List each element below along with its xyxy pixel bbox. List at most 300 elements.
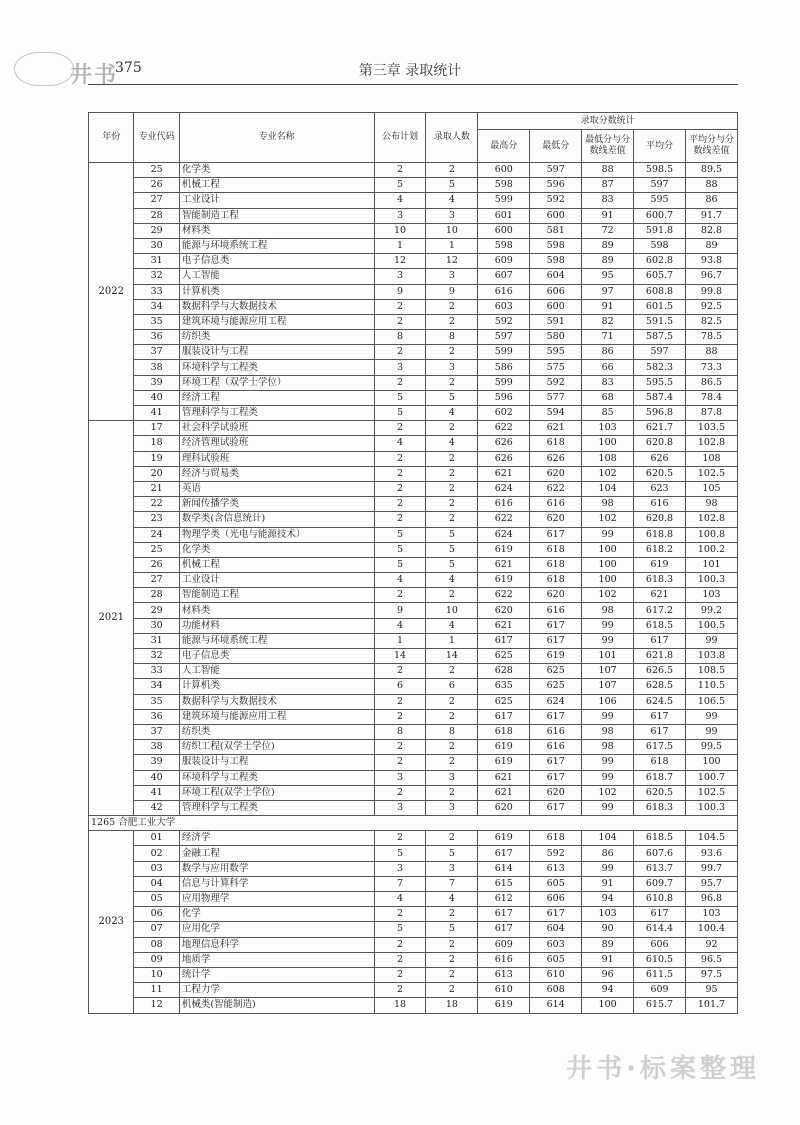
- min-cell: 618: [530, 831, 582, 846]
- avg-diff-cell: 88: [685, 178, 737, 193]
- avg-cell: 611.5: [634, 967, 686, 982]
- avg-diff-cell: 108: [685, 451, 737, 466]
- admitted-cell: 4: [426, 436, 478, 451]
- plan-cell: 2: [374, 694, 426, 709]
- avg-diff-cell: 102.8: [685, 512, 737, 527]
- code-cell: 32: [134, 649, 179, 664]
- avg-cell: 620.5: [634, 785, 686, 800]
- admitted-cell: 2: [426, 451, 478, 466]
- avg-cell: 621.7: [634, 421, 686, 436]
- admitted-cell: 5: [426, 846, 478, 861]
- min-cell: 580: [530, 330, 582, 345]
- avg-cell: 618.7: [634, 770, 686, 785]
- col-year: 年份: [89, 113, 134, 163]
- min-cell: 592: [530, 375, 582, 390]
- max-cell: 596: [478, 390, 530, 405]
- table-row: [89, 284, 738, 299]
- avg-diff-cell: 99.7: [685, 861, 737, 876]
- min-cell: 620: [530, 588, 582, 603]
- admitted-cell: 3: [426, 861, 478, 876]
- col-max: 最高分: [478, 130, 530, 163]
- avg-cell: 620.8: [634, 436, 686, 451]
- major-name-cell: 环境工程(双学士学位): [179, 785, 374, 800]
- min-diff-cell: 108: [582, 451, 634, 466]
- min-diff-cell: 95: [582, 269, 634, 284]
- max-cell: 592: [478, 314, 530, 329]
- min-diff-cell: 91: [582, 208, 634, 223]
- major-name-cell: 材料类: [179, 603, 374, 618]
- min-cell: 598: [530, 254, 582, 269]
- min-cell: 606: [530, 284, 582, 299]
- min-cell: 617: [530, 770, 582, 785]
- table-row: [89, 664, 738, 679]
- avg-cell: 613.7: [634, 861, 686, 876]
- code-cell: 29: [134, 223, 179, 238]
- col-avg-diff: 平均分与分数线差值: [685, 130, 737, 163]
- avg-diff-cell: 73.3: [685, 360, 737, 375]
- major-name-cell: 工业设计: [179, 573, 374, 588]
- min-cell: 620: [530, 512, 582, 527]
- university-row: [89, 816, 738, 831]
- major-name-cell: 机械工程: [179, 178, 374, 193]
- min-cell: 581: [530, 223, 582, 238]
- min-cell: 608: [530, 983, 582, 998]
- min-diff-cell: 86: [582, 345, 634, 360]
- table-row: [89, 603, 738, 618]
- major-name-cell: 数据科学与大数据技术: [179, 299, 374, 314]
- table-row: [89, 907, 738, 922]
- table-row: [89, 466, 738, 481]
- admitted-cell: 3: [426, 770, 478, 785]
- min-diff-cell: 104: [582, 481, 634, 496]
- avg-cell: 600.7: [634, 208, 686, 223]
- admitted-cell: 2: [426, 375, 478, 390]
- max-cell: 624: [478, 527, 530, 542]
- max-cell: 599: [478, 345, 530, 360]
- admitted-cell: 2: [426, 299, 478, 314]
- avg-diff-cell: 89: [685, 238, 737, 253]
- avg-cell: 602.8: [634, 254, 686, 269]
- code-cell: 23: [134, 512, 179, 527]
- avg-diff-cell: 108.5: [685, 664, 737, 679]
- code-cell: 34: [134, 299, 179, 314]
- admitted-cell: 2: [426, 481, 478, 496]
- plan-cell: 2: [374, 831, 426, 846]
- code-cell: 06: [134, 907, 179, 922]
- avg-diff-cell: 99.5: [685, 740, 737, 755]
- code-cell: 04: [134, 876, 179, 891]
- min-cell: 604: [530, 269, 582, 284]
- table-row: [89, 269, 738, 284]
- avg-cell: 617: [634, 907, 686, 922]
- admitted-cell: 4: [426, 573, 478, 588]
- admitted-cell: 18: [426, 998, 478, 1013]
- plan-cell: 2: [374, 481, 426, 496]
- code-cell: 03: [134, 861, 179, 876]
- max-cell: 613: [478, 967, 530, 982]
- major-name-cell: 材料类: [179, 223, 374, 238]
- code-cell: 25: [134, 163, 179, 178]
- max-cell: 610: [478, 983, 530, 998]
- table-row: [89, 892, 738, 907]
- admitted-cell: 2: [426, 345, 478, 360]
- avg-diff-cell: 106.5: [685, 694, 737, 709]
- table-row: [89, 299, 738, 314]
- col-min: 最低分: [530, 130, 582, 163]
- max-cell: 620: [478, 800, 530, 815]
- avg-cell: 595.5: [634, 375, 686, 390]
- min-cell: 622: [530, 481, 582, 496]
- max-cell: 617: [478, 633, 530, 648]
- major-name-cell: 计算机类: [179, 679, 374, 694]
- table-row: [89, 330, 738, 345]
- table-row: [89, 800, 738, 815]
- code-cell: 24: [134, 527, 179, 542]
- code-cell: 07: [134, 922, 179, 937]
- plan-cell: 7: [374, 876, 426, 891]
- major-name-cell: 人工智能: [179, 269, 374, 284]
- admitted-cell: 9: [426, 284, 478, 299]
- min-diff-cell: 100: [582, 573, 634, 588]
- major-name-cell: 数学与应用数学: [179, 861, 374, 876]
- avg-diff-cell: 100.4: [685, 922, 737, 937]
- major-name-cell: 电子信息类: [179, 649, 374, 664]
- plan-cell: 3: [374, 770, 426, 785]
- avg-cell: 609: [634, 983, 686, 998]
- table-row: [89, 345, 738, 360]
- min-cell: 591: [530, 314, 582, 329]
- plan-cell: 4: [374, 618, 426, 633]
- min-diff-cell: 94: [582, 983, 634, 998]
- avg-diff-cell: 88: [685, 345, 737, 360]
- max-cell: 614: [478, 861, 530, 876]
- min-cell: 621: [530, 421, 582, 436]
- max-cell: 599: [478, 193, 530, 208]
- admitted-cell: 8: [426, 724, 478, 739]
- publisher-logo-ring: [14, 52, 74, 86]
- min-cell: 614: [530, 998, 582, 1013]
- min-diff-cell: 98: [582, 740, 634, 755]
- avg-diff-cell: 82.8: [685, 223, 737, 238]
- min-diff-cell: 85: [582, 406, 634, 421]
- min-diff-cell: 99: [582, 800, 634, 815]
- admitted-cell: 3: [426, 269, 478, 284]
- plan-cell: 5: [374, 390, 426, 405]
- admitted-cell: 1: [426, 238, 478, 253]
- min-diff-cell: 99: [582, 755, 634, 770]
- avg-cell: 614.4: [634, 922, 686, 937]
- admitted-cell: 2: [426, 314, 478, 329]
- min-diff-cell: 104: [582, 831, 634, 846]
- table-row: [89, 406, 738, 421]
- min-diff-cell: 91: [582, 876, 634, 891]
- avg-cell: 598: [634, 238, 686, 253]
- min-diff-cell: 83: [582, 193, 634, 208]
- max-cell: 616: [478, 497, 530, 512]
- code-cell: 10: [134, 967, 179, 982]
- max-cell: 600: [478, 223, 530, 238]
- major-name-cell: 纺织类: [179, 724, 374, 739]
- avg-diff-cell: 96.8: [685, 892, 737, 907]
- min-cell: 600: [530, 299, 582, 314]
- admitted-cell: 1: [426, 633, 478, 648]
- avg-diff-cell: 101.7: [685, 998, 737, 1013]
- table-row: [89, 983, 738, 998]
- avg-diff-cell: 110.5: [685, 679, 737, 694]
- avg-diff-cell: 100.5: [685, 618, 737, 633]
- university-name: 合肥工业大学: [118, 817, 176, 829]
- major-name-cell: 理科试验班: [179, 451, 374, 466]
- code-cell: 30: [134, 238, 179, 253]
- chapter-title: 第三章 录取统计: [358, 63, 462, 79]
- avg-cell: 587.4: [634, 390, 686, 405]
- max-cell: 616: [478, 952, 530, 967]
- min-diff-cell: 101: [582, 649, 634, 664]
- plan-cell: 5: [374, 557, 426, 572]
- major-name-cell: 数学类(含信息统计): [179, 512, 374, 527]
- min-cell: 624: [530, 694, 582, 709]
- major-name-cell: 经济学: [179, 831, 374, 846]
- major-name-cell: 地质学: [179, 952, 374, 967]
- avg-cell: 617: [634, 633, 686, 648]
- max-cell: 619: [478, 755, 530, 770]
- table-row: [89, 952, 738, 967]
- max-cell: 612: [478, 892, 530, 907]
- major-name-cell: 工业设计: [179, 193, 374, 208]
- major-name-cell: 环境科学与工程类: [179, 770, 374, 785]
- min-cell: 625: [530, 679, 582, 694]
- max-cell: 602: [478, 406, 530, 421]
- avg-cell: 601.5: [634, 299, 686, 314]
- min-diff-cell: 106: [582, 694, 634, 709]
- avg-diff-cell: 86.5: [685, 375, 737, 390]
- avg-diff-cell: 98: [685, 497, 737, 512]
- table-row: [89, 588, 738, 603]
- table-row: [89, 861, 738, 876]
- code-cell: 40: [134, 390, 179, 405]
- table-row: [89, 390, 738, 405]
- code-cell: 28: [134, 588, 179, 603]
- avg-cell: 626: [634, 451, 686, 466]
- min-diff-cell: 99: [582, 709, 634, 724]
- avg-cell: 623: [634, 481, 686, 496]
- avg-cell: 587.5: [634, 330, 686, 345]
- min-diff-cell: 98: [582, 724, 634, 739]
- code-cell: 25: [134, 542, 179, 557]
- avg-diff-cell: 103.8: [685, 649, 737, 664]
- min-diff-cell: 89: [582, 937, 634, 952]
- admitted-cell: 5: [426, 390, 478, 405]
- avg-diff-cell: 97.5: [685, 967, 737, 982]
- code-cell: 05: [134, 892, 179, 907]
- plan-cell: 4: [374, 573, 426, 588]
- min-cell: 617: [530, 907, 582, 922]
- min-diff-cell: 99: [582, 633, 634, 648]
- min-cell: 577: [530, 390, 582, 405]
- major-name-cell: 工程力学: [179, 983, 374, 998]
- min-cell: 592: [530, 193, 582, 208]
- min-diff-cell: 100: [582, 998, 634, 1013]
- max-cell: 621: [478, 618, 530, 633]
- min-diff-cell: 99: [582, 861, 634, 876]
- avg-diff-cell: 100.7: [685, 770, 737, 785]
- plan-cell: 2: [374, 466, 426, 481]
- plan-cell: 5: [374, 846, 426, 861]
- max-cell: 617: [478, 907, 530, 922]
- max-cell: 603: [478, 299, 530, 314]
- min-cell: 620: [530, 785, 582, 800]
- code-cell: 01: [134, 831, 179, 846]
- avg-diff-cell: 95.7: [685, 876, 737, 891]
- max-cell: 599: [478, 375, 530, 390]
- max-cell: 609: [478, 937, 530, 952]
- admitted-cell: 2: [426, 937, 478, 952]
- code-cell: 27: [134, 573, 179, 588]
- min-cell: 617: [530, 709, 582, 724]
- avg-diff-cell: 91.7: [685, 208, 737, 223]
- max-cell: 616: [478, 284, 530, 299]
- admitted-cell: 5: [426, 527, 478, 542]
- avg-diff-cell: 92: [685, 937, 737, 952]
- code-cell: 09: [134, 952, 179, 967]
- min-diff-cell: 102: [582, 785, 634, 800]
- plan-cell: 3: [374, 800, 426, 815]
- admission-table: [88, 112, 738, 1014]
- table-row: [89, 314, 738, 329]
- min-cell: 604: [530, 922, 582, 937]
- admitted-cell: 10: [426, 603, 478, 618]
- avg-diff-cell: 99: [685, 724, 737, 739]
- major-name-cell: 能源与环境系统工程: [179, 633, 374, 648]
- code-cell: 28: [134, 208, 179, 223]
- table-row: [89, 208, 738, 223]
- code-cell: 29: [134, 603, 179, 618]
- code-cell: 36: [134, 709, 179, 724]
- table-row: [89, 178, 738, 193]
- avg-cell: 591.5: [634, 314, 686, 329]
- plan-cell: 3: [374, 269, 426, 284]
- code-cell: 08: [134, 937, 179, 952]
- plan-cell: 5: [374, 922, 426, 937]
- code-cell: 26: [134, 178, 179, 193]
- min-cell: 596: [530, 178, 582, 193]
- admitted-cell: 3: [426, 208, 478, 223]
- min-cell: 625: [530, 664, 582, 679]
- table-row: [89, 375, 738, 390]
- plan-cell: 3: [374, 360, 426, 375]
- major-name-cell: 服装设计与工程: [179, 755, 374, 770]
- col-name: 专业名称: [179, 113, 374, 163]
- code-cell: 39: [134, 755, 179, 770]
- max-cell: 598: [478, 178, 530, 193]
- code-cell: 37: [134, 345, 179, 360]
- min-diff-cell: 66: [582, 360, 634, 375]
- code-cell: 31: [134, 633, 179, 648]
- admitted-cell: 2: [426, 163, 478, 178]
- code-cell: 33: [134, 664, 179, 679]
- admitted-cell: 12: [426, 254, 478, 269]
- plan-cell: 18: [374, 998, 426, 1013]
- max-cell: 617: [478, 846, 530, 861]
- major-name-cell: 纺织类: [179, 330, 374, 345]
- avg-diff-cell: 93.8: [685, 254, 737, 269]
- table-row: [89, 679, 738, 694]
- avg-cell: 620.8: [634, 512, 686, 527]
- plan-cell: 2: [374, 451, 426, 466]
- code-cell: 40: [134, 770, 179, 785]
- avg-diff-cell: 86: [685, 193, 737, 208]
- code-cell: 21: [134, 481, 179, 496]
- plan-cell: 8: [374, 724, 426, 739]
- table-row: [89, 740, 738, 755]
- avg-cell: 598.5: [634, 163, 686, 178]
- min-diff-cell: 91: [582, 299, 634, 314]
- plan-cell: 5: [374, 542, 426, 557]
- col-plan: 公布计划: [374, 113, 426, 163]
- major-name-cell: 经济管理试验班: [179, 436, 374, 451]
- table-row: [89, 755, 738, 770]
- avg-diff-cell: 104.5: [685, 831, 737, 846]
- min-cell: 617: [530, 633, 582, 648]
- table-row: [89, 512, 738, 527]
- avg-cell: 616: [634, 497, 686, 512]
- avg-cell: 610.8: [634, 892, 686, 907]
- min-cell: 616: [530, 603, 582, 618]
- plan-cell: 2: [374, 983, 426, 998]
- max-cell: 619: [478, 542, 530, 557]
- min-cell: 594: [530, 406, 582, 421]
- avg-cell: 591.8: [634, 223, 686, 238]
- major-name-cell: 纺织工程(双学士学位): [179, 740, 374, 755]
- avg-cell: 617: [634, 709, 686, 724]
- avg-cell: 618.3: [634, 573, 686, 588]
- table-row: [89, 967, 738, 982]
- plan-cell: 2: [374, 314, 426, 329]
- admitted-cell: 2: [426, 952, 478, 967]
- avg-diff-cell: 78.5: [685, 330, 737, 345]
- table-row: [89, 770, 738, 785]
- table-row: [89, 481, 738, 496]
- avg-diff-cell: 96.7: [685, 269, 737, 284]
- table-row: [89, 451, 738, 466]
- plan-cell: 1: [374, 238, 426, 253]
- table-row: [89, 436, 738, 451]
- plan-cell: 2: [374, 421, 426, 436]
- plan-cell: 2: [374, 299, 426, 314]
- code-cell: 33: [134, 284, 179, 299]
- avg-diff-cell: 100.2: [685, 542, 737, 557]
- avg-cell: 617: [634, 724, 686, 739]
- avg-cell: 615.7: [634, 998, 686, 1013]
- min-diff-cell: 100: [582, 542, 634, 557]
- major-name-cell: 功能材料: [179, 618, 374, 633]
- table-row: [89, 831, 738, 846]
- year-cell: 2022: [89, 163, 134, 421]
- max-cell: 619: [478, 831, 530, 846]
- max-cell: 621: [478, 557, 530, 572]
- avg-diff-cell: 103.5: [685, 421, 737, 436]
- admitted-cell: 14: [426, 649, 478, 664]
- avg-cell: 626.5: [634, 664, 686, 679]
- plan-cell: 2: [374, 907, 426, 922]
- min-cell: 618: [530, 573, 582, 588]
- admitted-cell: 5: [426, 178, 478, 193]
- code-cell: 31: [134, 254, 179, 269]
- code-cell: 35: [134, 694, 179, 709]
- avg-cell: 618.2: [634, 542, 686, 557]
- min-cell: 616: [530, 740, 582, 755]
- plan-cell: 2: [374, 375, 426, 390]
